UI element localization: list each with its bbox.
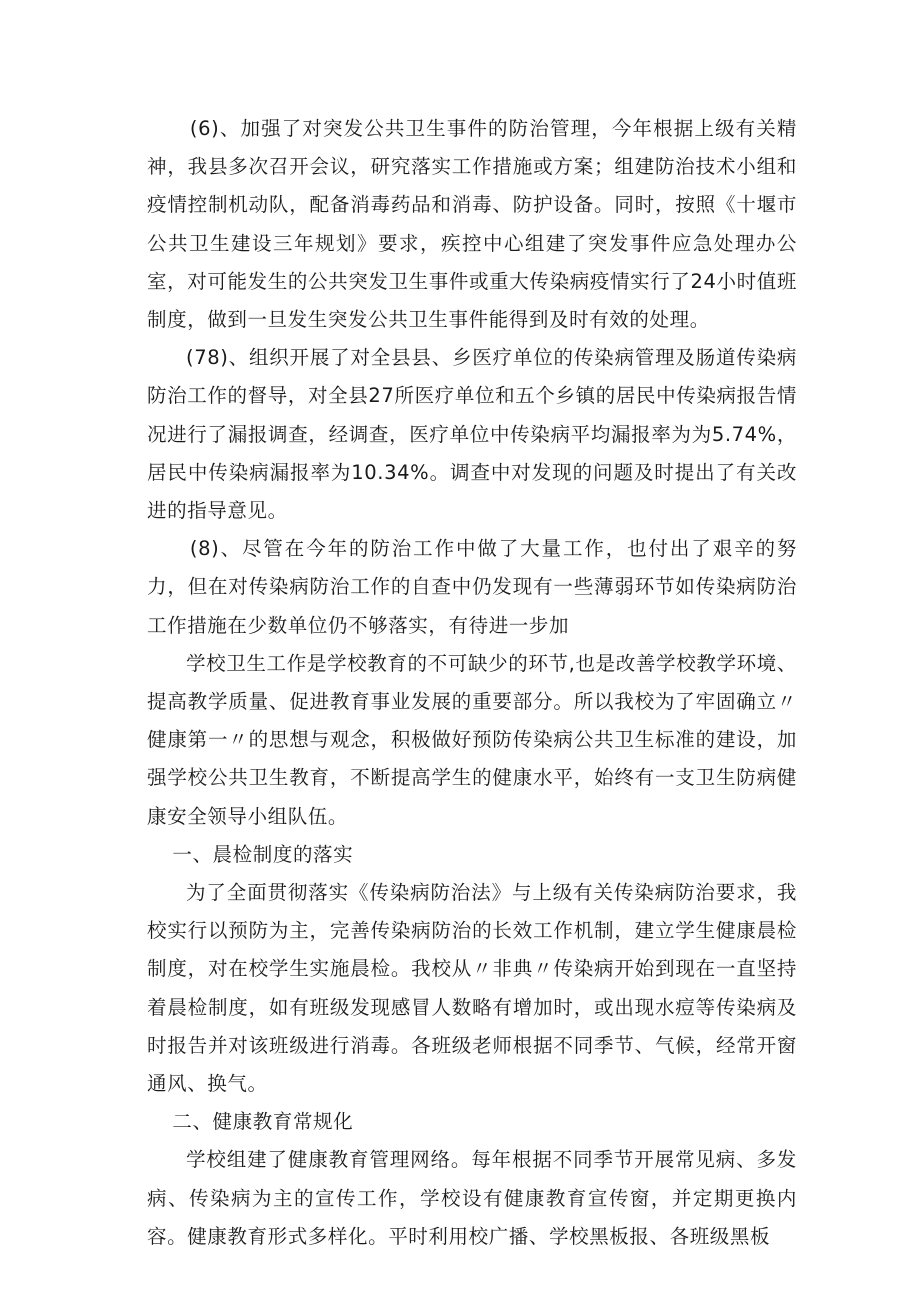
paragraph-health-education: 学校组建了健康教育管理网络。每年根据不同季节开展常见病、多发病、传染病为主的宣传工作，学校设有健康教育宣传窗，并定期更换内容。健康教育形式多样化。平时利用校广播、学校黑板报、各班级黑板 [147, 1148, 797, 1248]
paragraph-school-health: 学校卫生工作是学校教育的不可缺少的环节,也是改善学校教学环境、提高教学质量、促进教育事业发展的重要部分。所以我校为了牢固确立〃健康第一〃的思想与观念，积极做好预防传染病公共卫生标准的建设，加强学校公共卫生教育，不断提高学生的健康水平，始终有一支卫生防病健康安全领导小组队伍。 [147, 651, 797, 828]
paragraph-item-78: (78)、组织开展了对全县县、乡医疗单位的传染病管理及肠道传染病防治工作的督导，对全县27所医疗单位和五个乡镇的居民中传染病报告情况进行了漏报调查，经调查，医疗单位中传染病平均漏报率为为5.74%，居民中传染病漏报率为10.34%。调查中对发现的问题及时提出了有关改进的指导意见。 [147, 346, 797, 523]
section-heading-health-education: 二、健康教育常规化 [172, 1110, 354, 1134]
paragraph-item-8: (8)、尽管在今年的防治工作中做了大量工作，也付出了艰辛的努力，但在对传染病防治工作的自查中仍发现有一些薄弱环节如传染病防治工作措施在少数单位仍不够落实，有待进一步加 [147, 537, 797, 637]
document-body [147, 110, 797, 1256]
paragraph-item-6: (6)、加强了对突发公共卫生事件的防治管理，今年根据上级有关精神，我县多次召开会议，研究落实工作措施或方案；组建防治技术小组和疫情控制机动队，配备消毒药品和消毒、防护设备。同时，按照《十堰市公共卫生建设三年规划》要求，疾控中心组建了突发事件应急处理办公室，对可能发生的公共突发卫生事件或重大传染病疫情实行了24小时值班制度，做到一旦发生突发公共卫生事件能得到及时有效的处理。 [147, 117, 797, 332]
section-heading-morning-check: 一、晨检制度的落实 [172, 842, 354, 866]
paragraph-morning-check: 为了全面贯彻落实《传染病防治法》与上级有关传染病防治要求，我校实行以预防为主，完善传染病防治的长效工作机制，建立学生健康晨检制度，对在校学生实施晨检。我校从〃非典〃传染病开始到现在一直坚持着晨检制度，如有班级发现感冒人数略有增加时，或出现水痘等传染病及时报告并对该班级进行消毒。各班级老师根据不同季节、气候，经常开窗通风、换气。 [147, 881, 797, 1096]
